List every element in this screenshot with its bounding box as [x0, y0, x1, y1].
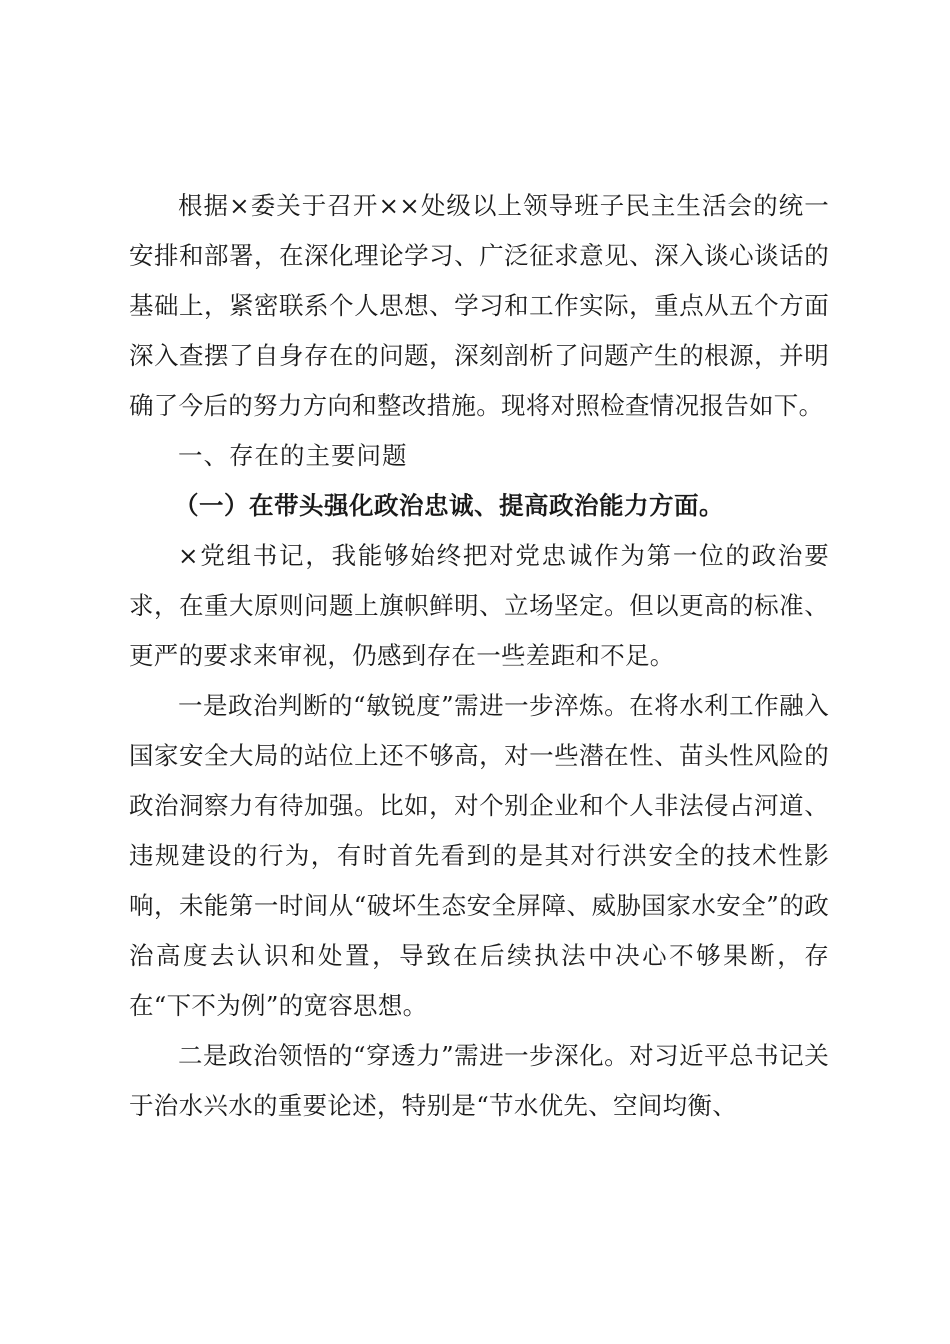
- section-heading: 一、存在的主要问题: [178, 441, 408, 470]
- body-paragraph: 一是政治判断的“敏锐度”需进一步淬炼。在将水利工作融入国家安全大局的站位上还不够高，对一些潜在性、苗头性风险的政治洞察力有待加强。比如，对个别企业和个人非法侵占河道、违规建设的行为，有时首先看到的是其对行洪安全的技术性影响，未能第一时间从“破坏生态安全屏障、威胁国家水安全”的政治高度去认识和处置，导致在后续执法中决心不够果断，存在“下不为例”的宽容思想。: [129, 691, 829, 1020]
- document-body: [129, 181, 829, 1131]
- intro-paragraph: 根据×委关于召开××处级以上领导班子民主生活会的统一安排和部署，在深化理论学习、广泛征求意见、深入谈心谈话的基础上，紧密联系个人思想、学习和工作实际，重点从五个方面深入查摆了自身存在的问题，深刻剖析了问题产生的根源，并明确了今后的努力方向和整改措施。现将对照检查情况报告如下。: [129, 191, 829, 420]
- body-paragraph: ×党组书记，我能够始终把对党忠诚作为第一位的政治要求，在重大原则问题上旗帜鲜明、立场坚定。但以更高的标准、更严的要求来审视，仍感到存在一些差距和不足。: [129, 541, 829, 670]
- body-paragraph: 二是政治领悟的“穿透力”需进一步深化。对习近平总书记关于治水兴水的重要论述，特别是“节水优先、空间均衡、: [129, 1041, 829, 1120]
- subsection-heading: （一）在带头强化政治忠诚、提高政治能力方面。: [174, 491, 724, 520]
